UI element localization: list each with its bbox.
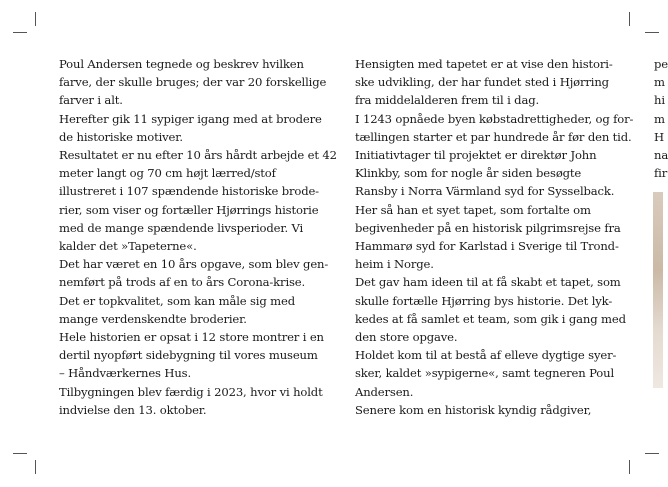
text-line: begivenheder på en historisk pilgrimsrejse fra [355,220,621,235]
text-line: Holdet kom til at bestå af elleve dygtige syer- [355,348,617,363]
crop-mark [645,453,659,454]
text-column-right-fragment [654,55,668,182]
text-line: Her så han et syet tapet, som fortalte om [355,202,591,217]
crop-mark [629,12,630,26]
text-line: den store opgave. [355,330,458,345]
text-line: Senere kom en historisk kyndig rådgiver, [355,402,592,417]
text-line: m [654,75,665,90]
text-line: indvielse den 13. oktober. [59,402,207,417]
text-line: skulle fortælle Hjørring bys historie. Det lyk- [355,293,613,308]
text-line: nemført på trods af en to års Corona-krise. [59,275,306,290]
text-line: farve, der skulle bruges; der var 20 forskellige [59,75,327,90]
text-line: Hele historien er opsat i 12 store montrer i en [59,330,324,345]
text-line: Ransby i Norra Värmland syd for Sysselback. [355,184,615,199]
text-line: sker, kaldet »sypigerne«, samt tegneren Poul [355,366,614,381]
text-line: Initiativtager til projektet er direktør John [355,148,597,163]
text-line: H [654,129,664,144]
text-line: Poul Andersen tegnede og beskrev hvilken [59,57,304,71]
text-line: hi [654,93,665,108]
text-line: Hammarø syd for Karlstad i Sverige til Trond- [355,239,619,254]
photo-edge [653,192,663,388]
text-line: Det er topkvalitet, som kan måle sig med [59,293,296,308]
crop-mark [35,12,36,26]
text-line: kalder det »Tapeterne«. [59,239,197,254]
text-column-middle [355,55,633,419]
text-line: ske udvikling, der har fundet sted i Hjørring [355,75,609,90]
text-line: pe [654,57,668,71]
crop-mark [645,32,659,33]
crop-mark [13,453,27,454]
text-line: dertil nyopført sidebygning til vores museum [59,348,318,363]
text-line: illustreret i 107 spændende historiske brode- [59,184,319,199]
crop-mark [35,460,36,474]
text-line: Hensigten med tapetet er at vise den histori- [355,57,613,71]
text-line: m [654,111,665,126]
text-line: Det gav ham ideen til at få skabt et tapet, som [355,275,621,290]
text-line: Tilbygningen blev færdig i 2023, hvor vi holdt [59,384,323,399]
text-line: kedes at få samlet et team, som gik i gang med [355,311,626,326]
text-line: meter langt og 70 cm højt lærred/stof [59,166,276,181]
text-column-left [59,55,337,419]
text-line: – Håndværkernes Hus. [59,366,191,381]
crop-mark [629,460,630,474]
text-line: Herefter gik 11 sypiger igang med at brodere [59,111,322,126]
text-line: de historiske motiver. [59,129,183,144]
text-line: tællingen starter et par hundrede år før den tid. [355,129,632,144]
text-line: rier, som viser og fortæller Hjørrings historie [59,202,319,217]
text-line: Resultatet er nu efter 10 års hårdt arbejde et 42 [59,148,337,163]
crop-mark [13,32,27,33]
text-line: I 1243 opnåede byen købstadrettigheder, og for- [355,111,634,126]
text-line: fra middelalderen frem til i dag. [355,93,540,108]
text-line: farver i alt. [59,93,123,108]
text-line: med de mange spændende livsperioder. Vi [59,220,304,235]
text-line: Det har været en 10 års opgave, som blev gen- [59,257,329,272]
text-line: heim i Norge. [355,257,434,272]
text-line: na [654,148,668,163]
text-line: mange verdenskendte broderier. [59,311,247,326]
text-line: Klinkby, som for nogle år siden besøgte [355,166,582,181]
text-line: fir [654,166,668,181]
text-line: Andersen. [355,384,414,399]
